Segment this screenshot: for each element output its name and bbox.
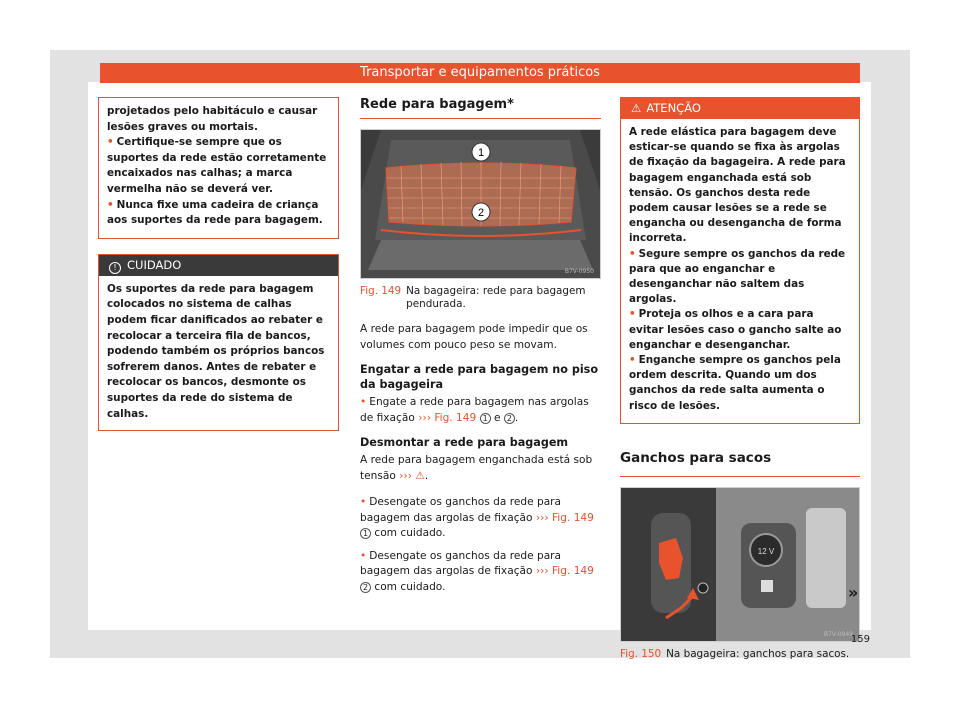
info-icon: !: [109, 262, 121, 274]
figure-149-caption: Fig. 149 Na bagageira: rede para bagagem pendurada.: [360, 285, 586, 310]
chapter-header: Transportar e equipamentos práticos: [100, 63, 860, 83]
subhead-attach: Engatar a rede para bagagem no piso da bagageira: [360, 363, 599, 391]
socket-label: 12 V: [757, 546, 775, 556]
column-3: [620, 97, 860, 661]
warning-box: [620, 97, 860, 424]
warning-triangle-icon: ⚠: [631, 101, 642, 115]
marker-1-ref: 1: [480, 413, 491, 424]
figure-id: B7V-0950: [564, 268, 594, 275]
figure-id: B7V-0949: [823, 630, 853, 638]
subhead-remove: Desmontar a rede para bagagem: [360, 436, 569, 449]
caution-text: Os suportes da rede para bagagem colocados no sistema de calhas podem ficar danificados ao rebater e recolocar a terceira fila de bancos, podendo também os próprios bancos sofrerem danos. Antes de rebater e recolocar os bancos, desmonte os suportes da rede do sistema de calhas.: [107, 282, 325, 420]
luggage-net-illustration: [361, 130, 600, 278]
marker-2-ref: 2: [504, 413, 515, 424]
warning-triangle-icon: ⚠: [415, 469, 425, 482]
continue-mark: »: [848, 583, 859, 602]
intro-text: A rede para bagagem pode impedir que os volumes com pouco peso se movam.: [360, 323, 588, 351]
step-detach-1: • Desengate os ganchos da rede para bagagem das argolas de fixação ››› Fig. 149 1 com cuidado.: [360, 496, 594, 539]
step-detach-2: • Desengate os ganchos da rede para bagagem das argolas de fixação ››› Fig. 149 2 com cuidado.: [360, 549, 594, 593]
figure-ref-link[interactable]: ››› Fig. 149: [535, 565, 594, 577]
bag-hooks-illustration: [621, 488, 859, 641]
figure-ref-link[interactable]: ››› Fig. 149: [535, 511, 594, 524]
step-attach: • Engate a rede para bagagem nas argolas de fixação ››› Fig. 149 1 e 2 .: [360, 396, 589, 424]
caution-box: [98, 254, 339, 431]
remove-text: A rede para bagagem enganchada está sob tensão ››› ⚠.: [360, 453, 601, 484]
figure-149: [360, 129, 601, 279]
section-title-bag-hooks: Ganchos para sacos: [620, 450, 860, 477]
note-bullet-2: • Nunca fixe uma cadeira de criança aos suportes da rede para bagagem.: [107, 198, 323, 227]
figure-ref-link[interactable]: ››› Fig. 149: [418, 411, 477, 424]
marker-1-ref: 1: [360, 528, 371, 539]
warning-header: ⚠ ATENÇÃO: [621, 98, 859, 119]
marker-2-label: 2: [477, 207, 485, 219]
warning-text: A rede elástica para bagagem deve esticar-se quando se fixa às argolas de fixação da bagageira. A rede para bagagem enganchada está sob tensão. Os ganchos desta rede podem causar lesões se a rede se engancha ou desengancha de forma incorreta. • Segure sempre os ganchos da rede para que ao enganchar e desenganchar não saltem das argolas. • Proteja os olhos e a cara para evitar lesões caso o gancho salte ao enganchar e desenganchar. • Enganche sempre os ganchos pela ordem descrita. Quando um dos ganchos da rede salta aumenta o risco de lesões.: [629, 126, 846, 412]
warning-continuation-box: [98, 97, 339, 239]
section-title-luggage-net: Rede para bagagem*: [360, 97, 601, 119]
figure-150: [620, 487, 860, 642]
marker-1-label: 1: [477, 147, 485, 159]
note-bullet-1: • Certifique-se sempre que os suportes da rede estão corretamente encaixados nas calhas; a marca vermelha não se deverá ver.: [107, 136, 327, 195]
marker-2-ref: 2: [360, 582, 371, 593]
caution-header: ! CUIDADO: [99, 255, 338, 276]
figure-150-caption: Fig. 150 Na bagageira: ganchos para sacos.: [620, 647, 850, 660]
page-number: 159: [850, 634, 870, 645]
note-intro: projetados pelo habitáculo e causar lesões graves ou mortais.: [107, 105, 318, 133]
column-1: [98, 97, 339, 431]
column-2: [360, 97, 601, 595]
